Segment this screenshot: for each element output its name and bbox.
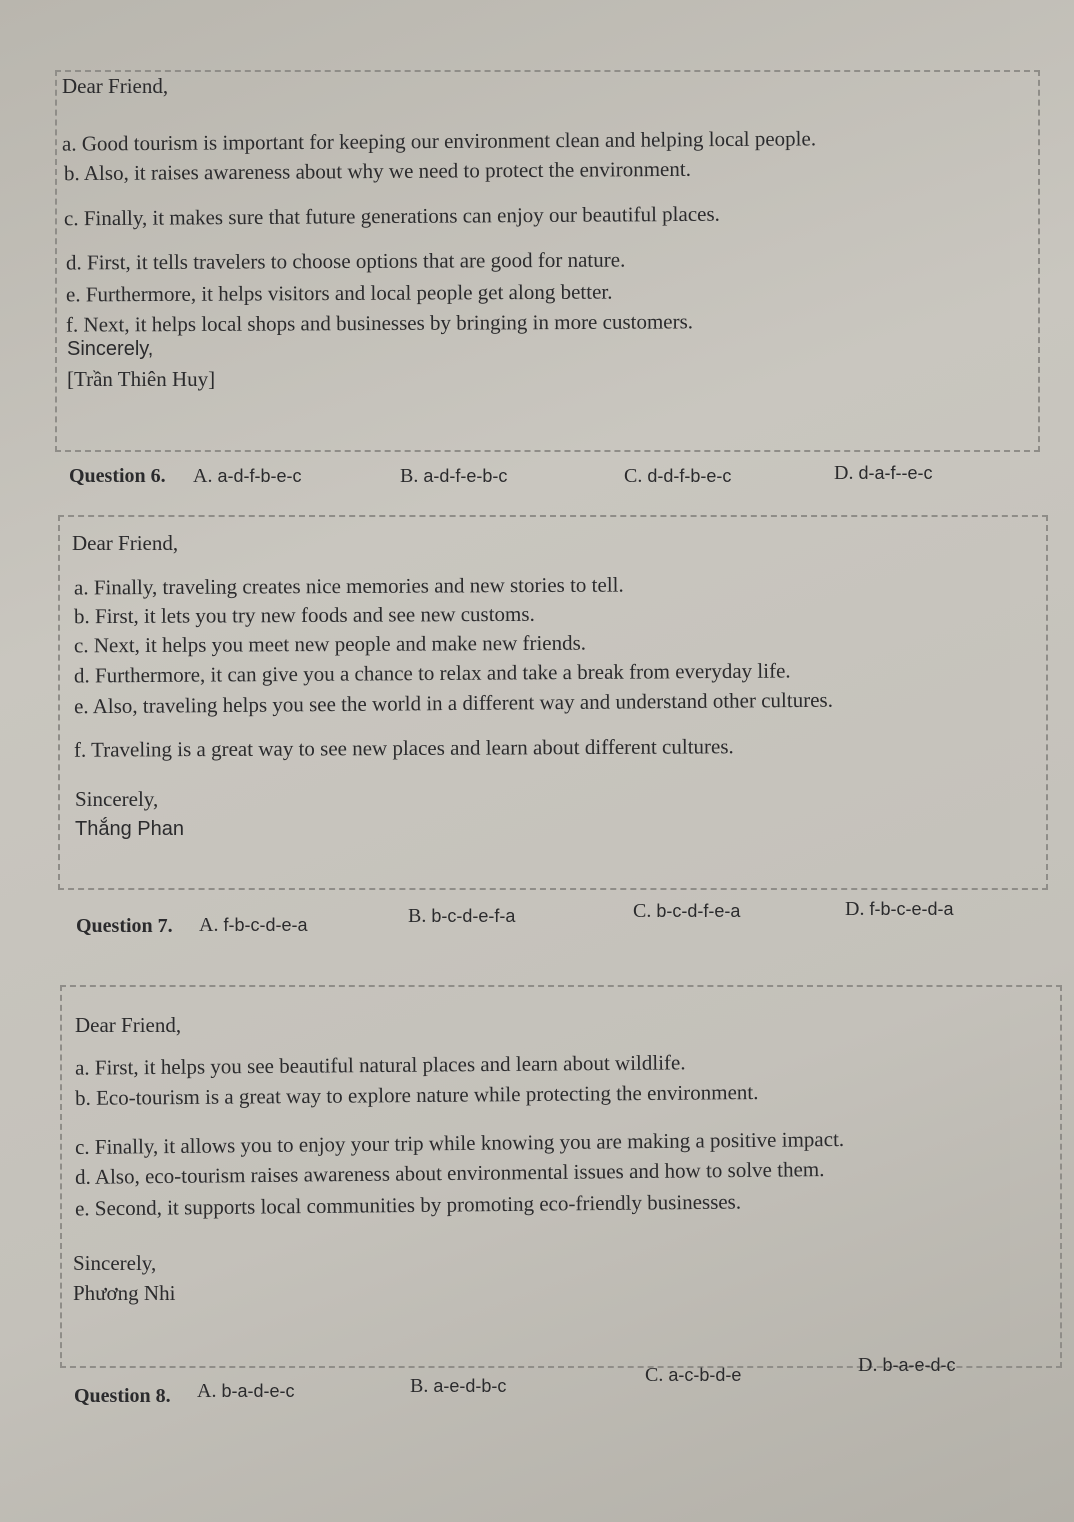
question-7 <box>76 913 173 939</box>
question-7-option-d[interactable] <box>845 896 953 922</box>
option-value: a-c-b-d-e <box>668 1365 742 1385</box>
option-value: b-c-d-f-e-a <box>656 901 741 921</box>
option-letter: A. <box>197 1380 217 1402</box>
option-value: a-d-f-e-b-c <box>423 466 508 486</box>
question-6-option-d[interactable] <box>834 460 932 486</box>
question-8-label: Question 8. <box>74 1385 171 1407</box>
letter-2-greeting: Dear Friend, <box>72 531 179 555</box>
letter-3-sentence-e: e. Second, it supports local communities by promoting eco-friendly businesses. <box>74 1189 742 1221</box>
letter-3-sentence-d: d. Also, eco-tourism raises awareness about environmental issues and how to solve them. <box>74 1157 825 1189</box>
letter-3-sentence-c: c. Finally, it allows you to enjoy your trip while knowing you are making a positive impact. <box>74 1126 845 1160</box>
letter-2-sentence-e: e. Also, traveling helps you see the world in a different way and understand other cultures. <box>73 687 833 719</box>
letter-3-greeting: Dear Friend, <box>75 1013 182 1037</box>
question-7-option-b[interactable] <box>408 903 515 929</box>
letter-1-sentence-d: d. First, it tells travelers to choose options that are good for nature. <box>65 247 626 275</box>
question-8 <box>74 1383 171 1409</box>
option-letter: C. <box>624 465 643 487</box>
letter-1-signature: [Trần Thiên Huy] <box>67 367 216 391</box>
option-letter: C. <box>633 900 652 922</box>
letter-1-greeting: Dear Friend, <box>62 74 169 98</box>
question-8-option-d[interactable] <box>858 1352 955 1378</box>
option-letter: B. <box>400 465 419 487</box>
option-letter: C. <box>645 1364 664 1386</box>
question-6-option-a[interactable] <box>193 463 301 489</box>
letter-1-sentence-c: c. Finally, it makes sure that future generations can enjoy our beautiful places. <box>63 201 720 231</box>
question-7-option-c[interactable] <box>633 898 740 924</box>
question-8-option-a[interactable] <box>197 1378 294 1404</box>
letter-3-sentence-b: b. Eco-tourism is a great way to explore nature while protecting the environment. <box>74 1080 759 1110</box>
letter-2-sentence-d: d. Furthermore, it can give you a chance to relax and take a break from everyday life. <box>73 658 791 688</box>
option-letter: D. <box>845 898 865 920</box>
option-value: a-e-d-b-c <box>433 1376 507 1396</box>
option-letter: D. <box>858 1354 878 1376</box>
option-letter: B. <box>410 1375 429 1397</box>
question-8-option-c[interactable] <box>645 1362 741 1388</box>
question-6-label: Question 6. <box>69 465 166 487</box>
letter-2-signature: Thắng Phan <box>75 818 184 840</box>
letter-2-sentence-b: b. First, it lets you try new foods and see new customs. <box>73 601 535 629</box>
question-6 <box>69 463 166 489</box>
letter-2-sentence-f: f. Traveling is a great way to see new places and learn about different cultures. <box>73 734 734 762</box>
option-value: d-d-f-b-e-c <box>647 466 732 486</box>
option-letter: A. <box>193 465 213 487</box>
option-value: b-a-d-e-c <box>221 1381 295 1401</box>
letter-3-closing: Sincerely, <box>73 1251 157 1275</box>
letter-1-sentence-b: b. Also, it raises awareness about why we need to protect the environment. <box>63 156 691 186</box>
question-6-option-b[interactable] <box>400 463 507 489</box>
letter-2-closing: Sincerely, <box>75 787 159 811</box>
question-7-label: Question 7. <box>76 915 173 937</box>
option-value: a-d-f-b-e-c <box>217 466 302 486</box>
letter-2-sentence-a: a. Finally, traveling creates nice memories and new stories to tell. <box>73 572 624 600</box>
question-6-option-c[interactable] <box>624 463 731 489</box>
letter-1-sentence-f: f. Next, it helps local shops and businesses by bringing in more customers. <box>65 309 694 337</box>
option-value: f-b-c-d-e-a <box>223 915 308 935</box>
option-letter: B. <box>408 905 427 927</box>
option-value: b-c-d-e-f-a <box>431 906 516 926</box>
option-letter: A. <box>199 914 219 936</box>
letter-1-closing: Sincerely, <box>67 338 154 360</box>
question-7-option-a[interactable] <box>199 912 307 938</box>
option-letter: D. <box>834 462 854 484</box>
letter-2-sentence-c: c. Next, it helps you meet new people and make new friends. <box>73 630 587 658</box>
option-value: b-a-e-d-c <box>882 1355 956 1375</box>
question-8-option-b[interactable] <box>410 1373 506 1399</box>
letter-1-sentence-a: a. Good tourism is important for keeping our environment clean and helping local people. <box>61 126 817 156</box>
letter-3-sentence-a: a. First, it helps you see beautiful natural places and learn about wildlife. <box>74 1050 686 1080</box>
option-value: f-b-c-e-d-a <box>869 899 954 919</box>
option-value: d-a-f--e-c <box>858 463 933 483</box>
letter-3-signature: Phương Nhi <box>73 1281 176 1305</box>
letter-1-sentence-e: e. Furthermore, it helps visitors and local people get along better. <box>65 279 613 307</box>
